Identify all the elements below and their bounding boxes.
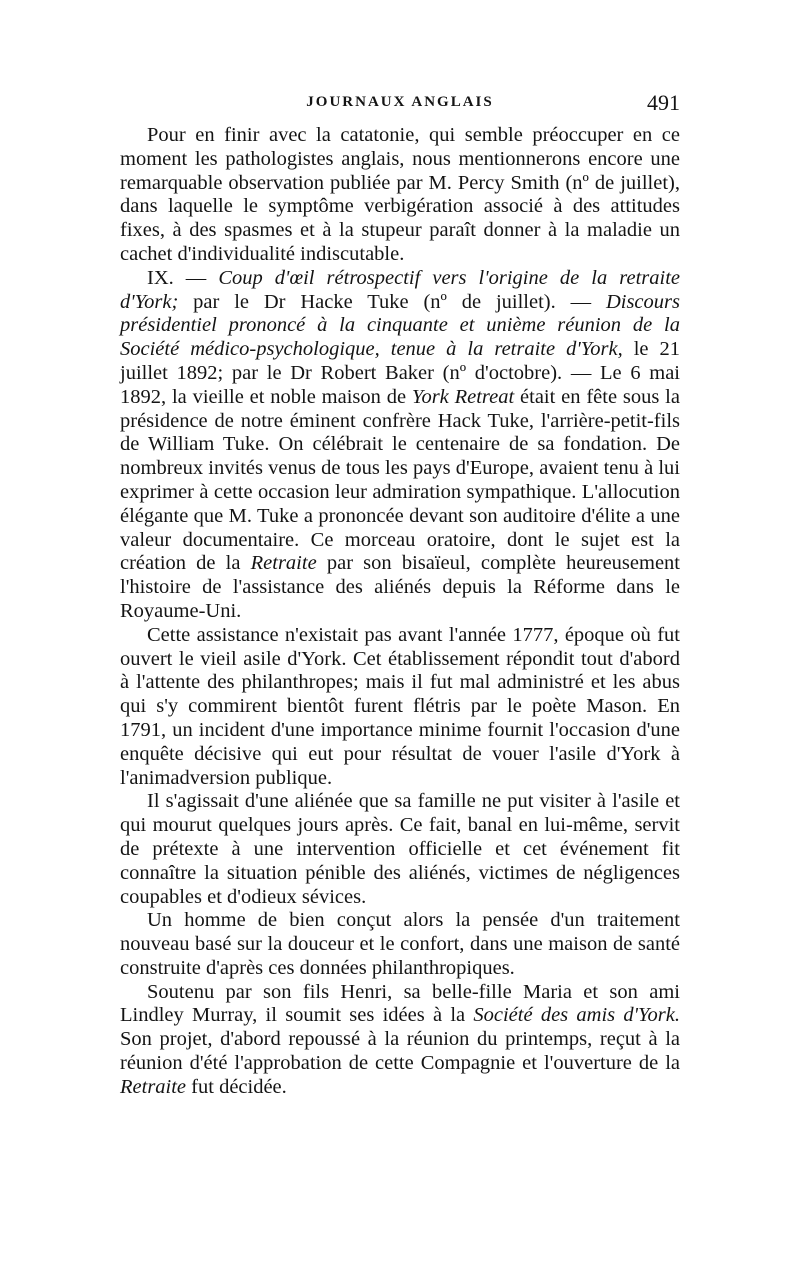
page-header (120, 90, 680, 120)
paragraph (120, 267, 680, 624)
paragraph (120, 909, 680, 980)
italic-title: Coup d'œil rétrospectif vers l'origine de la retraite d'York; (120, 266, 680, 313)
italic-name: Société des amis d'York. (473, 1004, 680, 1027)
text-run: Un homme de bien conçut alors la pensée d'un traitement nouveau basé sur la douceur et le confort, dans une maison de santé construite d'après ces données philanthropiques. (120, 909, 680, 979)
italic-name: Retraite (250, 552, 317, 575)
text-run: Son projet, d'abord repoussé à la réunion du printemps, reçut à la réunion d'été l'approbation de cette Compagnie et l'ouverture de la (120, 1028, 680, 1075)
text-run: par son bisaïeul, complète heureusement l'histoire de l'assistance des aliénés depuis la Réforme dans le Royaume-Uni. (120, 552, 680, 622)
text-run: Il s'agissait d'une aliénée que sa famille ne put visiter à l'asile et qui mourut quelques jours après. Ce fait, banal en lui-même, servit de prétexte à une intervention officielle et cet événement fit connaître la situation pénible des aliénés, victimes de négligences coupables et d'odieux sévices. (120, 790, 680, 908)
running-title: JOURNAUX ANGLAIS (306, 94, 494, 110)
text-run: fut décidée. (186, 1075, 287, 1098)
paragraph (120, 624, 680, 791)
text-run: le 21 juillet 1892; par le Dr Robert Baker (nº d'octobre). — Le 6 mai 1892, la vieille et noble maison de (120, 338, 681, 408)
paragraph (120, 124, 680, 267)
text-run: IX. — (147, 266, 219, 289)
page-number: 491 (647, 90, 680, 115)
text-run: Pour en finir avec la catatonie, qui semble préoccuper en ce moment les pathologistes anglais, nous mentionnerons encore une remarquable observation publiée par M. Percy Smith (nº de juillet), dans laquelle le symptôme verbigération associé à des attitudes fixes, à des spasmes et à la stupeur paraît donner à la maladie un cachet d'individualité indiscutable. (120, 124, 680, 265)
italic-name: York Retreat (411, 385, 515, 408)
text-run: Cette assistance n'existait pas avant l'année 1777, époque où fut ouvert le vieil asile d'York. Cet établissement répondit tout d'abord à l'attente des philanthropes; mais il fut mal administré et les abus qui s'y commirent bientôt furent flétris par le poète Mason. En 1791, un incident d'une importance minime fournit l'occasion d'une enquête décisive qui eut pour résultat de vouer l'asile d'York à l'animadversion publique. (120, 623, 680, 789)
italic-name: Retraite (120, 1075, 187, 1098)
text-run: par le Dr Hacke Tuke (nº de juillet). — (178, 290, 606, 313)
paragraph (120, 790, 680, 909)
text-run: était en fête sous la présidence de notre éminent confrère Hack Tuke, l'arrière-petit-fils de William Tuke. On célébrait le centenaire de sa fondation. De nombreux invités venus de tous les pays d'Europe, avaient tenu à lui exprimer à cette occasion leur admiration sympathique. L'allocution élégante que M. Tuke a prononcée devant son auditoire d'élite a une valeur documentaire. Ce morceau oratoire, dont le sujet est la création de la (120, 385, 680, 575)
text-run: Soutenu par son fils Henri, sa belle-fille Maria et son ami Lindley Murray, il soumit ses idées à la (120, 980, 680, 1027)
italic-title: Discours présidentiel prononcé à la cinquante et unième réunion de la Société médico-psychologique, tenue à la retraite d'York, (120, 290, 680, 361)
paragraph (120, 981, 680, 1100)
body-text (120, 124, 680, 1100)
